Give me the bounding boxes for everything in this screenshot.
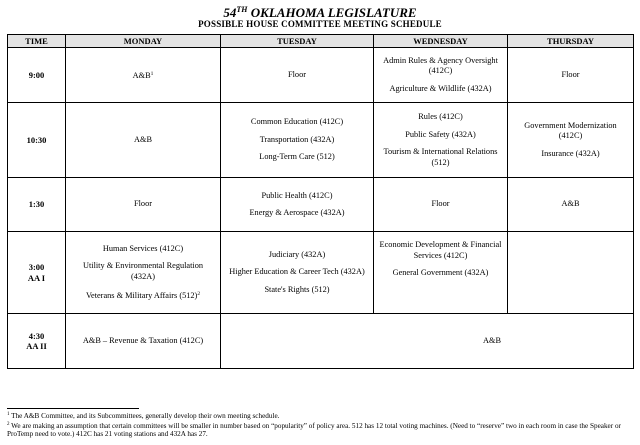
- committee-entry: Agriculture & Wildlife (432A): [389, 83, 492, 93]
- committee-entry: Rules (412C): [418, 112, 463, 121]
- committee-entry: State's Rights (512): [264, 284, 330, 294]
- committee-entry: Insurance (432A): [541, 148, 600, 158]
- committee-entry: Government Modernization (412C): [524, 120, 617, 141]
- committee-entry: Floor: [134, 199, 152, 209]
- footnote-ref: 2: [197, 291, 201, 297]
- committee-entry: Public Health (412C): [261, 190, 333, 200]
- footnote-ref: 1: [150, 70, 154, 77]
- cell-tuesday: [221, 232, 374, 314]
- committee-entry: Energy & Aerospace (432A): [249, 208, 345, 217]
- committee-entry: Utility & Environmental Regulation (432A): [82, 261, 204, 281]
- committee-entry: Floor: [288, 69, 306, 79]
- committee-entry: Higher Education & Career Tech (432A): [229, 267, 365, 277]
- time-cell: 9:00: [8, 48, 66, 103]
- time-cell: 3:00 AA I: [8, 232, 66, 314]
- footnote-1: $^1$ The A&B Committee, and its Subcommittees, generally develop their own meeting schedule.: [7, 412, 280, 420]
- committee-entry: Economic Development & Financial Services (412C): [379, 240, 502, 260]
- committee-entry: Transportation (432A): [259, 134, 335, 144]
- cell-wednesday: [374, 178, 508, 232]
- time-cell: 10:30: [8, 103, 66, 178]
- col-header-time: TIME: [8, 35, 66, 48]
- cell-tuesday: [221, 103, 374, 178]
- committee-entry: A&B$^1$: [132, 70, 154, 80]
- committee-entry: A&B: [483, 335, 501, 345]
- committee-entry: General Government (432A): [392, 268, 489, 277]
- cell-tuesday: [221, 48, 374, 103]
- cell-monday: [66, 48, 221, 103]
- cell-monday: [66, 314, 221, 369]
- schedule-table: [7, 34, 634, 369]
- cell-wednesday: [374, 48, 508, 103]
- cell-tuesday: [221, 178, 374, 232]
- committee-entry: Long-Term Care (512): [259, 152, 335, 162]
- committee-entry: Floor: [431, 199, 450, 209]
- cell-wednesday: [374, 103, 508, 178]
- committee-entry: A&B – Revenue & Taxation (412C): [82, 335, 204, 345]
- committee-entry: Admin Rules & Agency Oversight (412C): [383, 55, 498, 76]
- committee-entry: Common Education (412C): [250, 117, 344, 127]
- col-header-tuesday: TUESDAY: [221, 35, 374, 48]
- cell-thursday: [508, 232, 634, 314]
- cell-tue-thu-merged: [221, 314, 634, 369]
- header-row: [8, 35, 634, 48]
- cell-thursday: [508, 103, 634, 178]
- cell-thursday: [508, 178, 634, 232]
- cell-monday: [66, 103, 221, 178]
- cell-wednesday: [374, 232, 508, 314]
- cell-monday: [66, 232, 221, 314]
- col-header-monday: MONDAY: [66, 35, 221, 48]
- row-9-00: [8, 48, 634, 103]
- committee-entry: Public Safety (432A): [405, 129, 476, 139]
- col-header-thursday: THURSDAY: [508, 35, 634, 48]
- row-1-30: [8, 178, 634, 232]
- cell-thursday: [508, 48, 634, 103]
- page-subtitle: POSSIBLE HOUSE COMMITTEE MEETING SCHEDULE: [198, 19, 442, 29]
- committee-entry: Tourism & International Relations (512): [383, 147, 498, 167]
- committee-entry: Floor: [561, 69, 580, 79]
- committee-entry: Judiciary (432A): [268, 249, 326, 259]
- committee-entry: Human Services (412C): [102, 243, 184, 253]
- committee-entry: A&B: [134, 134, 152, 144]
- row-4-30: [8, 314, 634, 369]
- committee-entry: A&B: [561, 199, 580, 209]
- committee-entry: Veterans & Military Affairs (512)$^2$: [85, 291, 201, 300]
- row-10-30: [8, 103, 634, 178]
- footnotes: [7, 411, 635, 439]
- col-header-wednesday: WEDNESDAY: [374, 35, 508, 48]
- footnote-divider: [7, 408, 139, 409]
- time-cell: 1:30: [8, 178, 66, 232]
- page-title: 54TH OKLAHOMA LEGISLATURE: [223, 5, 417, 20]
- cell-monday: [66, 178, 221, 232]
- footnote-2: $^2$ We are making an assumption that certain committees will be smaller in number based on “popularity” of policy area. 512 has 12 total voting machines. (Need to “reserve” two in each room in case the Speaker or ProTemp need to vote.) 412C has 21 voting stations and 432A has 27.: [7, 421, 621, 439]
- time-cell: 4:30 AA II: [8, 314, 66, 369]
- row-3-00: [8, 232, 634, 314]
